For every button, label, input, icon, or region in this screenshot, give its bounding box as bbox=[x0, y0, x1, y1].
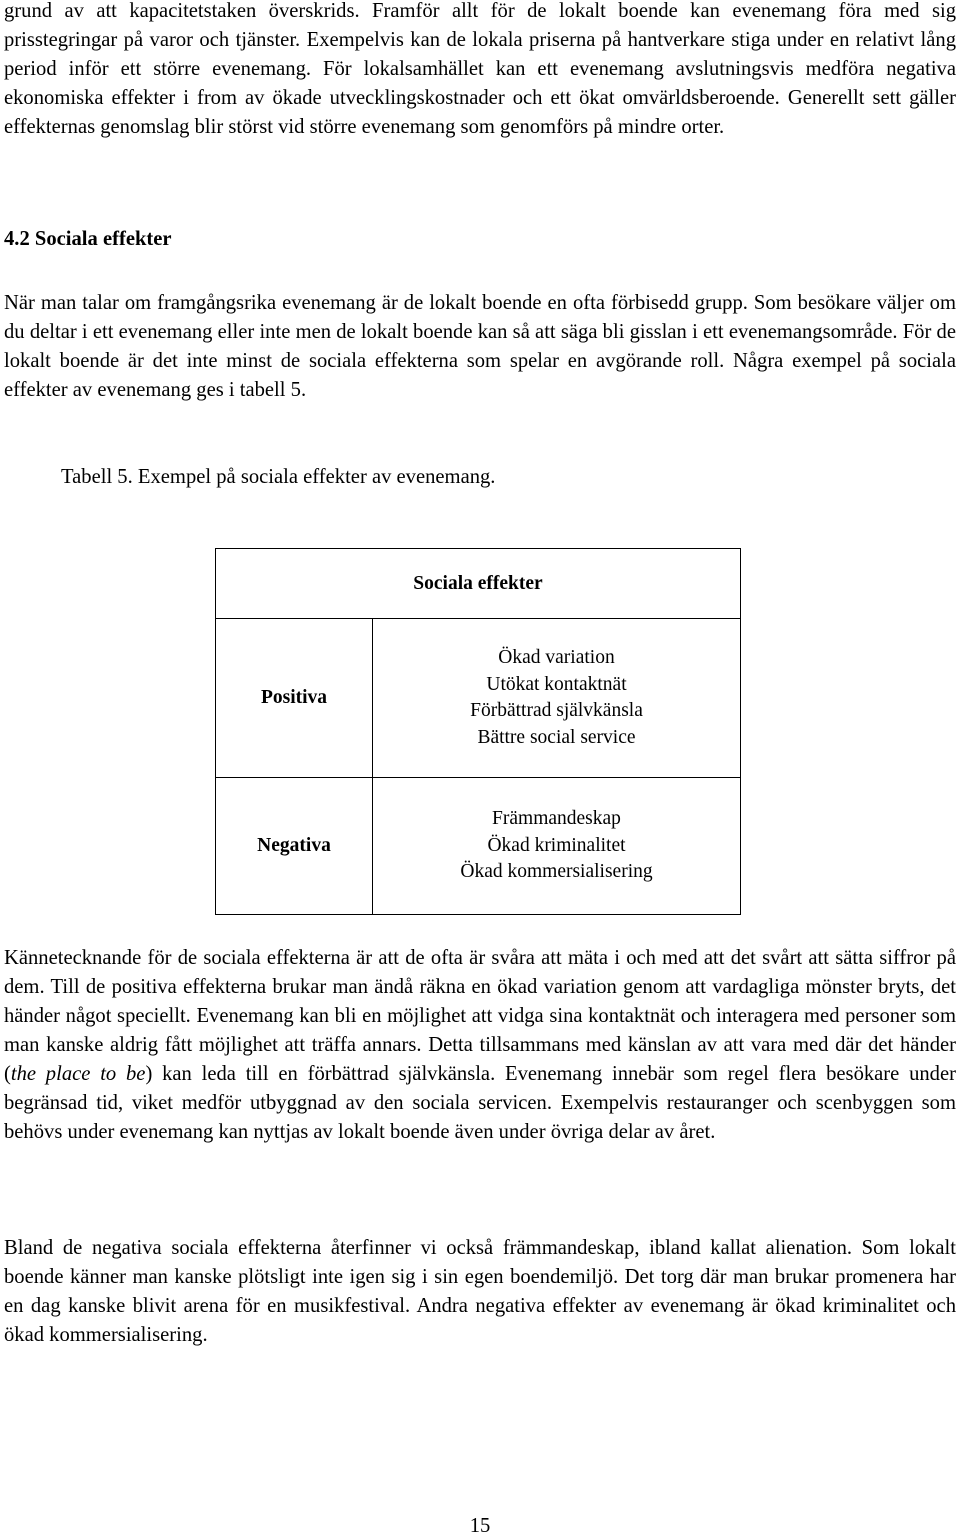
social-effects-table bbox=[215, 548, 741, 915]
table-header-row bbox=[216, 549, 741, 619]
row-items-positive bbox=[373, 619, 741, 778]
characteristics-paragraph bbox=[4, 944, 956, 1147]
list-item: Utökat kontaktnät bbox=[486, 673, 627, 695]
list-item: Förbättrad självkänsla bbox=[470, 700, 643, 721]
list-item: Bättre social service bbox=[477, 726, 636, 748]
table-caption: Tabell 5. Exempel på sociala effekter av evenemang. bbox=[61, 466, 496, 488]
row-label-positive: Positiva bbox=[216, 619, 373, 778]
row-items-negative bbox=[373, 778, 741, 915]
list-item: Ökad variation bbox=[498, 647, 615, 668]
table-header: Sociala effekter bbox=[216, 549, 741, 619]
section-paragraph: När man talar om framgångsrika evenemang är de lokalt boende en ofta förbisedd grupp. Som besökare väljer om du deltar i ett evenemang eller inte men de lokalt boende kan så att säga bli gisslan i ett evenemangsområde. För de lokalt boende är det inte minst de sociala effekterna som spelar en avgörande roll. Några exempel på sociala effekter av evenemang ges i tabell 5. bbox=[4, 292, 956, 401]
paragraph-text: ) kan leda till en förbättrad självkänsla. Evenemang innebär som regel flera besökare under begränsad tid, viket medför utbyggnad av den sociala servicen. Exempelvis restauranger och scenbyggen som behövs under evenemang kan nyttjas av lokalt boende även under övriga delar av året. bbox=[4, 1063, 956, 1143]
intro-paragraph: grund av att kapacitetstaken överskrids. Framför allt för de lokalt boende kan evenemang föra med sig prisstegringar på varor och tjänster. Exempelvis kan de lokala priserna på hantverkare stiga under en relativt lång period inför ett större evenemang. För lokalsamhället kan ett evenemang avslutningsvis medföra negativa ekonomiska effekter i from av ökade utvecklingskostnader och ett ökat omvärldsberoende. Generellt sett gäller effekternas genomslag blir störst vid större evenemang som genomförs på mindre orter. bbox=[4, 0, 956, 138]
row-label-negative: Negativa bbox=[216, 778, 373, 915]
table-row-positive bbox=[216, 619, 741, 778]
list-item: Främmandeskap bbox=[492, 808, 621, 830]
page-number: 15 bbox=[469, 1515, 491, 1537]
list-item: Ökad kriminalitet bbox=[487, 834, 626, 856]
italic-phrase: the place to be bbox=[10, 1063, 146, 1085]
table-row-negative bbox=[216, 778, 741, 915]
section-heading: 4.2 Sociala effekter bbox=[4, 228, 172, 250]
list-item: Ökad kommersialisering bbox=[460, 861, 653, 883]
paragraph-text: Kännetecknande för de sociala effekterna är att de ofta är svåra att mäta i och med att det svårt att sätta siffror på dem. Till de positiva effekterna brukar man ändå räkna en ökad variation genom att vardagliga mönster bryts, det händer något speciellt. Evenemang kan bli en möjlighet att vidga sina kontaktnät och interagera med personer som man kanske aldrig fått möjlighet att träffa annars. Detta tillsammans med känslan av att vara med där det händer ( bbox=[4, 947, 956, 1085]
negative-effects-paragraph: Bland de negativa sociala effekterna återfinner vi också främmandeskap, ibland kallat alienation. Som lokalt boende känner man kanske plötsligt inte igen sig i sin egen boendemiljö. Det torg där man brukar promenera har en dag kanske blivit arena för en musikfestival. Andra negativa effekter av evenemang är ökad kriminalitet och ökad kommersialisering. bbox=[4, 1237, 956, 1346]
